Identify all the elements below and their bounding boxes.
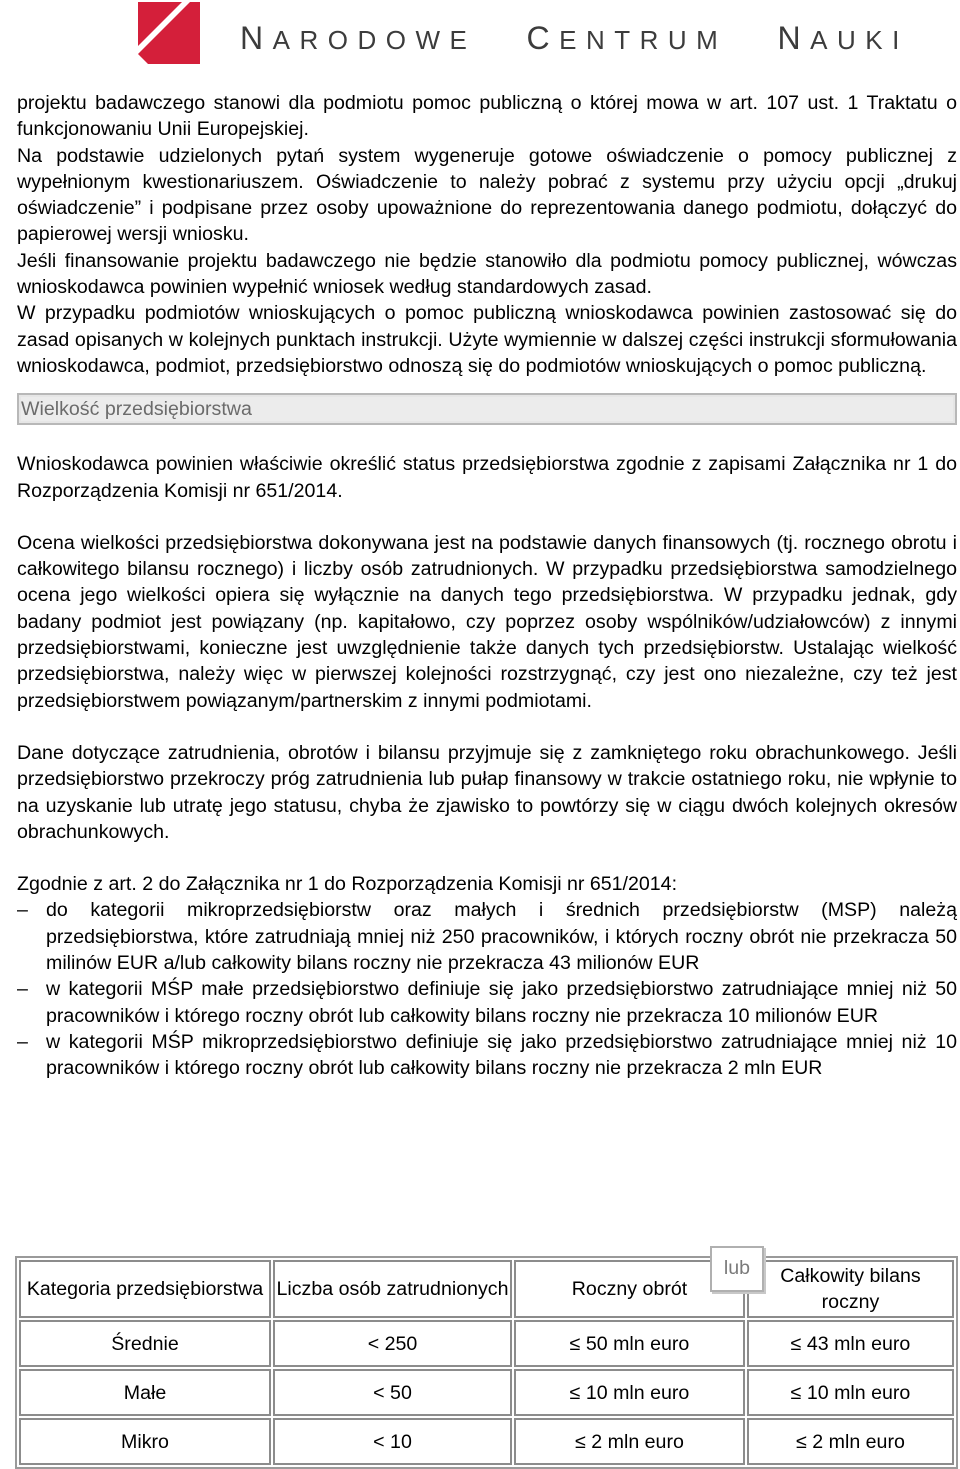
table-cell: ≤ 10 mln euro <box>514 1369 745 1416</box>
table-header-cell: Kategoria przedsiębiorstwa <box>19 1260 271 1318</box>
paragraph: Wnioskodawca powinien właściwie określić status przedsiębiorstwa zgodnie z zapisami Załącznika nr 1 do Rozporządzenia Komisji nr 651/2014. <box>17 453 957 502</box>
page-header <box>0 0 960 70</box>
table-cell: ≤ 10 mln euro <box>747 1369 954 1416</box>
paragraph: Zgodnie z art. 2 do Załącznika nr 1 do Rozporządzenia Komisji nr 651/2014: <box>17 873 678 896</box>
list-item <box>17 897 957 976</box>
enterprise-category-table <box>15 1256 958 1469</box>
table-cell: < 10 <box>273 1418 512 1465</box>
org-word-2 <box>526 20 728 56</box>
spacer <box>17 714 957 740</box>
criteria-list <box>17 897 957 1081</box>
section-title: Wielkość przedsiębiorstwa <box>21 398 252 421</box>
org-word-3 <box>777 20 909 56</box>
org-name <box>240 20 909 57</box>
ncn-logo-icon <box>138 2 200 64</box>
org-word-3-rest: AUKI <box>810 25 909 55</box>
org-word-1-rest: ARODOWE <box>272 25 477 55</box>
dash-marker: – <box>17 899 28 922</box>
dash-marker: – <box>17 1030 28 1053</box>
dash-marker: – <box>17 978 28 1001</box>
table-cell: Małe <box>19 1369 271 1416</box>
org-word-1-initial: N <box>240 20 273 56</box>
table-cell: Średnie <box>19 1320 271 1367</box>
table-cell: ≤ 2 mln euro <box>514 1418 745 1465</box>
table-cell: ≤ 43 mln euro <box>747 1320 954 1367</box>
spacer <box>17 425 957 451</box>
section-heading-bar <box>17 393 957 425</box>
table-header-cell: Roczny obrót <box>514 1260 745 1318</box>
table-row <box>19 1369 954 1416</box>
paragraph: Na podstawie udzielonych pytań system wygeneruje gotowe oświadczenie o pomocy publicznej z wypełnionym kwestionariuszem. Oświadczenie to należy pobrać z systemu przy użyciu opcji „drukuj oświadczenie” i podpisane przez osoby upoważnione do reprezentowania danego podmiotu, dołączyć do papierowej wersji wniosku. <box>17 144 957 246</box>
org-word-3-initial: N <box>777 20 811 56</box>
org-word-2-initial: C <box>526 20 560 56</box>
list-item-text: w kategorii MŚP mikroprzedsiębiorstwo definiuje się jako przedsiębiorstwo zatrudniające mniej niż 10 pracowników i którego roczny obrót lub całkowity bilans roczny nie przekracza 2 mln EUR <box>46 1030 957 1080</box>
table-cell: ≤ 2 mln euro <box>747 1418 954 1465</box>
paragraph: projektu badawczego stanowi dla podmiotu pomoc publiczną o której mowa w art. 107 ust. 1 Traktatu o funkcjonowaniu Unii Europejskiej. <box>17 92 957 141</box>
table-header-cell: Całkowity bilans roczny <box>747 1260 954 1318</box>
table-header-row <box>19 1260 954 1318</box>
paragraph: W przypadku podmiotów wnioskujących o pomoc publiczną wnioskodawca powinien zastosować się do zasad opisanych w kolejnych punktach instrukcji. Użyte wymiennie w dalszej części instrukcji sformułowania wnioskodawca, podmiot, przedsiębiorstwo odnoszą się do podmiotów wnioskujących o pomoc publiczną. <box>17 302 957 377</box>
list-item-text: do kategorii mikroprzedsiębiorstw oraz małych i średnich przedsiębiorstw (MSP) należą przedsiębiorstwa, które zatrudniają mniej niż 250 pracowników, i których roczny obrót nie przekracza 50 milinów EUR a/lub całkowity bilans roczny nie przekracza 43 milionów EUR <box>46 899 957 975</box>
paragraph: Dane dotyczące zatrudnienia, obrotów i bilansu przyjmuje się z zamkniętego roku obrachunkowego. Jeśli przedsiębiorstwo przekroczy próg zatrudnienia lub pułap finansowy w trakcie ostatniego roku, nie wpłynie to na uzyskanie lub utratę jego statusu, chyba że zjawisko to powtórzy się w ciągu dwóch kolejnych okresów obrachunkowych. <box>17 741 957 843</box>
list-item <box>17 1029 957 1082</box>
table-row <box>19 1320 954 1367</box>
list-item-text: w kategorii MŚP małe przedsiębiorstwo definiuje się jako przedsiębiorstwo zatrudniające mniej niż 50 pracowników i którego roczny obrót lub całkowity bilans roczny nie przekracza 10 milionów EUR <box>46 978 957 1027</box>
org-word-2-rest: ENTRUM <box>559 25 728 55</box>
paragraph: Ocena wielkości przedsiębiorstwa dokonywana jest na podstawie danych finansowych (tj. rocznego obrotu i całkowitego bilansu rocznego) i liczby osób zatrudnionych. W przypadku przedsiębiorstwa samodzielnego ocena jego wielkości opiera się wyłącznie na danych tego przedsiębiorstwa. W przypadku jednak, gdy badany podmiot jest powiązany (np. kapitałowo, czy poprzez osoby wspólników/udziałowców) z innymi przedsiębiorstwami, konieczne jest uwzględnienie także danych tych przedsiębiorstw. Ustalając wielkość przedsiębiorstwa, należy więc w pierwszej kolejności rozstrzygnąć, czy jest ono niezależne, czy też jest przedsiębiorstwem powiązanym/partnerskim z innymi podmiotami. <box>17 531 957 712</box>
spacer <box>17 504 957 530</box>
document-body <box>17 90 957 1082</box>
lub-callout-label: lub <box>710 1246 764 1292</box>
paragraph: Jeśli finansowanie projektu badawczego nie będzie stanowiło dla podmiotu pomocy publicznej, wówczas wnioskodawca powinien wypełnić wniosek według standardowych zasad. <box>17 249 957 299</box>
org-word-1 <box>240 20 477 56</box>
table-cell: < 250 <box>273 1320 512 1367</box>
list-item <box>17 976 957 1029</box>
table-cell: ≤ 50 mln euro <box>514 1320 745 1367</box>
spacer <box>17 845 957 871</box>
table-cell: < 50 <box>273 1369 512 1416</box>
table-header-cell: Liczba osób zatrudnionych <box>273 1260 512 1318</box>
table-cell: Mikro <box>19 1418 271 1465</box>
